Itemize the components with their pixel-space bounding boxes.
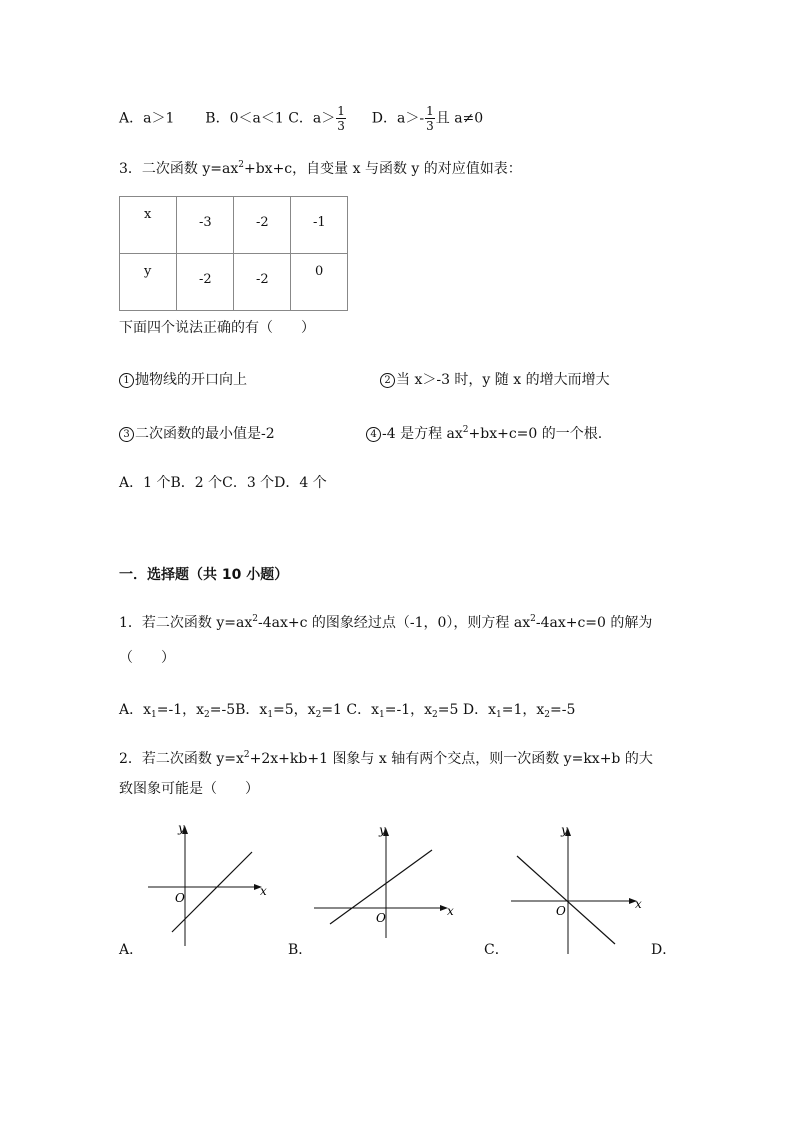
circled-number: 4: [366, 427, 381, 442]
table-cell: -3: [177, 197, 234, 254]
function-line: [517, 856, 615, 944]
option-b: B．0＜a＜1: [205, 110, 284, 127]
q3-question: 下面四个说法正确的有（ ）: [119, 320, 315, 336]
statement-3: 3 二次函数的最小值是-2: [119, 424, 275, 444]
table-cell: -2: [234, 254, 291, 311]
option-c: C．a＞: [288, 110, 336, 127]
q1-line1: 1．若二次函数 $y=ax^2-4ax+c$ 的图象经过点（-1，0），则方程 $ax^2-4ax+c=0$ 的解为: [119, 614, 653, 631]
graph-c: [505, 818, 650, 958]
graph-c-label: C．: [484, 942, 509, 958]
q3-stem: 3．二次函数 $y=ax^2+bx+c$，自变量 x 与函数 y 的对应值如表：: [119, 160, 522, 177]
graph-b: [310, 818, 460, 948]
x-axis-label: x: [447, 904, 454, 918]
y-axis-label: y: [561, 823, 568, 837]
fraction-one-third: $\frac{1}{3}$: [337, 104, 345, 133]
q2-prev-options: [119, 104, 483, 133]
x-axis-label: x: [260, 884, 267, 898]
table-row: [120, 254, 348, 311]
statement-4: 4 -4 是方程 $ax^2+bx+c=0$ 的一个根.: [366, 424, 602, 444]
option-d: D．a＞-: [371, 110, 425, 127]
graph-a-label: A．: [119, 942, 144, 958]
table-cell: 0: [291, 254, 348, 311]
statement-1: 1 抛物线的开口向上: [119, 370, 247, 390]
table-cell: -2: [177, 254, 234, 311]
origin-label: O: [175, 891, 185, 905]
origin-label: O: [556, 904, 566, 918]
fraction-neg-one-third: $\frac{1}{3}$: [426, 104, 434, 133]
option-a: A．a＞1: [119, 110, 175, 127]
origin-label: O: [376, 911, 386, 925]
table-cell: -1: [291, 197, 348, 254]
q1-options: A．$x_1=-1$，$x_2=-5B$．$x_1=5$，$x_2=1$ C．$x_1=-1$，$x_2=5$ D．$x_1=1$，$x_2=-5$: [119, 702, 576, 720]
section-title: 一．选择题（共 10 小题）: [119, 567, 289, 583]
table-row: [120, 197, 348, 254]
y-axis-label: y: [379, 823, 386, 837]
q1-line2: （ ）: [119, 650, 175, 666]
q2-line1: 2．若二次函数 $y=x^2+2x+kb+1$ 图象与 x 轴有两个交点，则一次函数 y=kx+b 的大: [119, 750, 653, 767]
y-axis-label: y: [178, 821, 185, 835]
value-table: [119, 196, 348, 311]
q2-line2: 致图象可能是（ ）: [119, 781, 259, 797]
graph-a: [140, 818, 280, 958]
option-d-tail: 且 a≠0: [435, 110, 484, 127]
graph-b-label: B．: [288, 942, 313, 958]
table-cell: -2: [234, 197, 291, 254]
table-cell: y: [120, 254, 177, 311]
circled-number: 3: [119, 427, 134, 442]
table-cell: x: [120, 197, 177, 254]
circled-number: 1: [119, 373, 134, 388]
graph-d-label: D．: [651, 942, 677, 958]
q3-options: A．1 个B．2 个C．3 个D．4 个: [119, 475, 327, 491]
x-axis-label: x: [635, 897, 642, 911]
circled-number: 2: [380, 373, 395, 388]
statement-2: 2 当 x＞-3 时，y 随 x 的增大而增大: [380, 370, 610, 390]
